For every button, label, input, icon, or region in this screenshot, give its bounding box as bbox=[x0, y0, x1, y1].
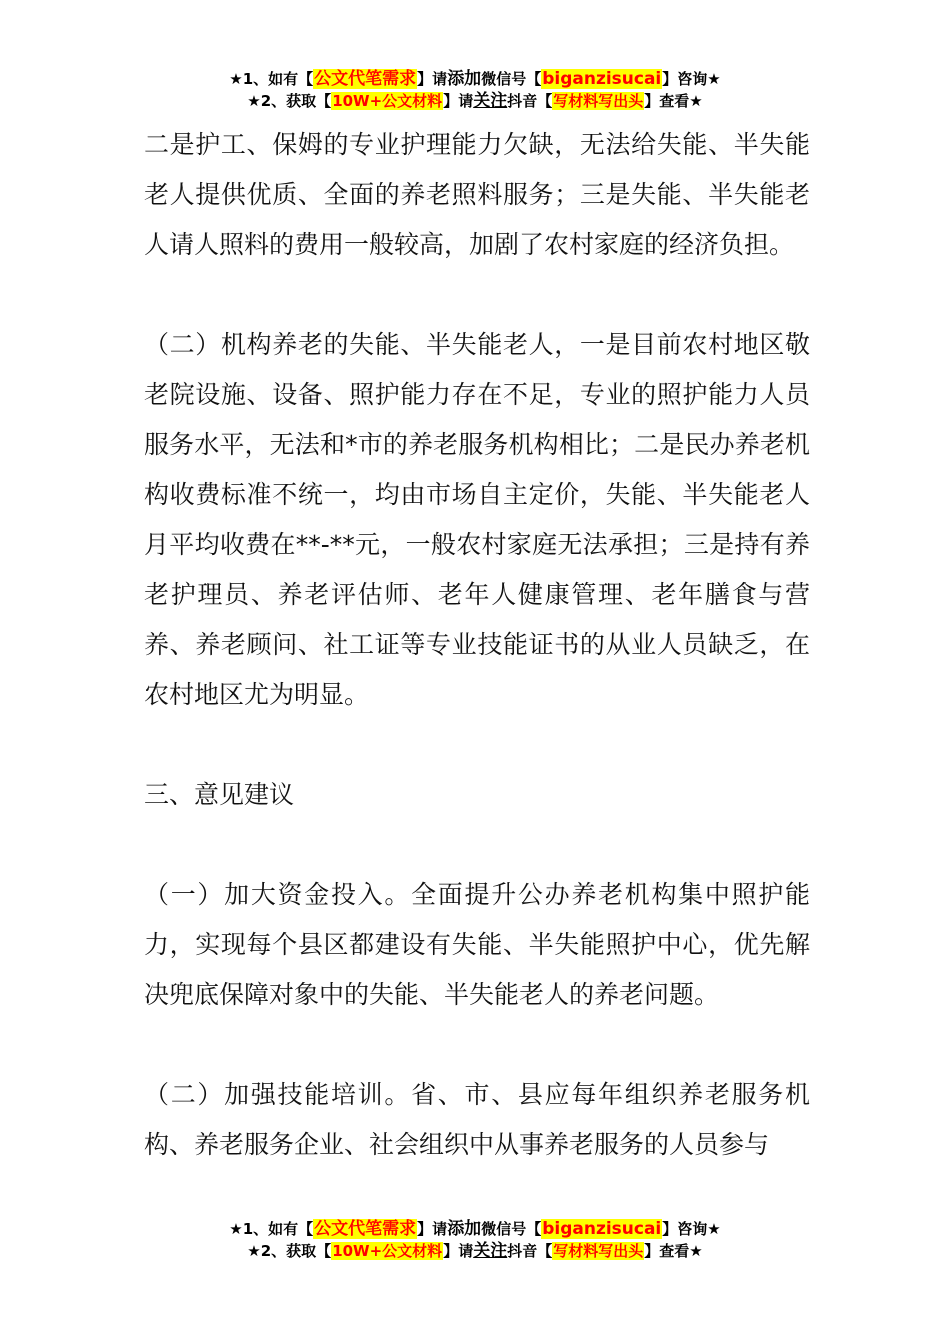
promo-line-2-prefix: ★2、获取【 bbox=[247, 1242, 332, 1260]
document-body bbox=[144, 120, 810, 1170]
promo-line-2-highlight-2: 写材料写出头 bbox=[553, 92, 644, 110]
promo-line-1-emphasis: 添加 bbox=[447, 1219, 482, 1239]
promo-line-1 bbox=[0, 68, 950, 90]
promo-line-1-highlight-1: 公文代笔需求 bbox=[314, 1219, 417, 1239]
paragraph-funding: （一）加大资金投入。全面提升公办养老机构集中照护能力，实现每个县区都建设有失能、半失能照护中心，优先解决兜底保障对象中的失能、半失能老人的养老问题。 bbox=[144, 880, 810, 1009]
promo-line-1-suffix: 】咨询★ bbox=[662, 70, 721, 88]
section-heading-suggestions: 三、意见建议 bbox=[144, 780, 295, 809]
paragraph-training: （二）加强技能培训。省、市、县应每年组织养老服务机构、养老服务企业、社会组织中从事养老服务的人员参与 bbox=[144, 1080, 810, 1159]
promo-line-2 bbox=[0, 90, 950, 112]
promo-line-1-highlight-1: 公文代笔需求 bbox=[314, 69, 417, 89]
promo-line-2-mid-1: 】请 bbox=[443, 92, 474, 110]
promo-line-2-emphasis: 关注 bbox=[473, 1241, 508, 1261]
promo-line-1-mid-1: 】请 bbox=[417, 1220, 448, 1238]
paragraph-spacer bbox=[144, 720, 810, 770]
promo-line-2-suffix: 】查看★ bbox=[644, 92, 703, 110]
promo-line-1-prefix: ★1、如有【 bbox=[229, 1220, 314, 1238]
promo-banner-top bbox=[0, 68, 950, 112]
promo-line-1-highlight-2: biganzisucai bbox=[542, 69, 662, 89]
promo-line-1-suffix: 】咨询★ bbox=[662, 1220, 721, 1238]
promo-line-2 bbox=[0, 1240, 950, 1262]
promo-banner-bottom bbox=[0, 1218, 950, 1262]
paragraph-spacer bbox=[144, 1020, 810, 1070]
promo-line-2-emphasis: 关注 bbox=[473, 91, 508, 111]
promo-line-2-mid-1: 】请 bbox=[443, 1242, 474, 1260]
paragraph-spacer bbox=[144, 270, 810, 320]
promo-line-1-mid-2: 微信号【 bbox=[481, 70, 542, 88]
promo-line-2-prefix: ★2、获取【 bbox=[247, 92, 332, 110]
promo-line-1-emphasis: 添加 bbox=[447, 69, 482, 89]
promo-line-2-highlight-1: 10W+公文材料 bbox=[332, 1242, 443, 1260]
promo-line-2-mid-2: 抖音【 bbox=[507, 92, 553, 110]
promo-line-2-highlight-1: 10W+公文材料 bbox=[332, 92, 443, 110]
promo-line-2-highlight-2: 写材料写出头 bbox=[553, 1242, 644, 1260]
promo-line-1-mid-2: 微信号【 bbox=[481, 1220, 542, 1238]
promo-line-2-suffix: 】查看★ bbox=[644, 1242, 703, 1260]
promo-line-2-mid-2: 抖音【 bbox=[507, 1242, 553, 1260]
promo-line-1-mid-1: 】请 bbox=[417, 70, 448, 88]
promo-line-1-prefix: ★1、如有【 bbox=[229, 70, 314, 88]
promo-line-1 bbox=[0, 1218, 950, 1240]
promo-line-1-highlight-2: biganzisucai bbox=[542, 1219, 662, 1239]
paragraph-spacer bbox=[144, 820, 810, 870]
paragraph-care-worker-shortage: 二是护工、保姆的专业护理能力欠缺，无法给失能、半失能老人提供优质、全面的养老照料服务；三是失能、半失能老人请人照料的费用一般较高，加剧了农村家庭的经济负担。 bbox=[144, 130, 810, 259]
paragraph-institutional-care: （二）机构养老的失能、半失能老人，一是目前农村地区敬老院设施、设备、照护能力存在不足，专业的照护能力人员服务水平，无法和*市的养老服务机构相比；二是民办养老机构收费标准不统一，均由市场自主定价，失能、半失能老人月平均收费在**-**元，一般农村家庭无法承担；三是持有养老护理员、养老评估师、老年人健康管理、老年膳食与营养、养老顾问、社工证等专业技能证书的从业人员缺乏，在农村地区尤为明显。 bbox=[144, 330, 810, 709]
